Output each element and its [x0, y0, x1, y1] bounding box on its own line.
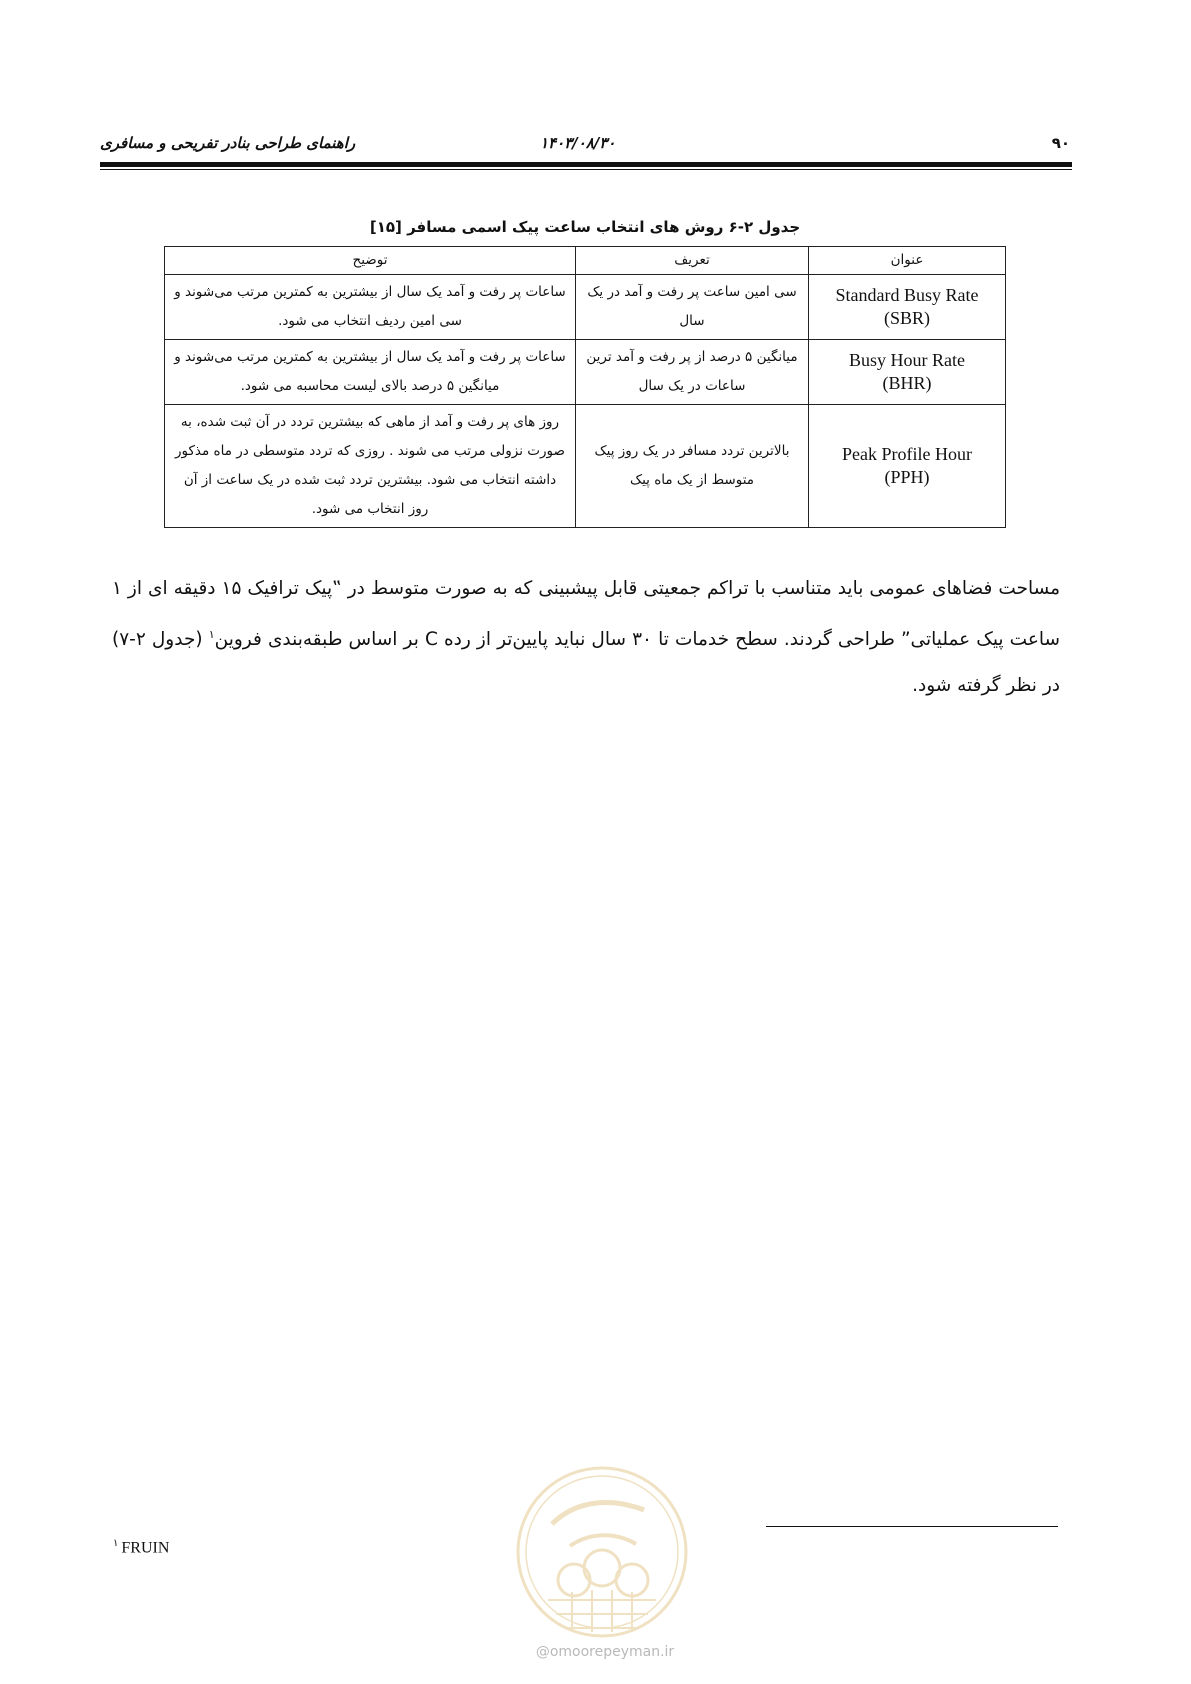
row-title-name: Standard Busy Rate	[835, 285, 979, 305]
page-header	[100, 128, 1070, 156]
page-number: ۹۰	[1051, 134, 1070, 152]
watermark-seal-icon	[512, 1462, 692, 1642]
paragraph-text: مساحت فضاهای عمومی باید متناسب با تراکم جمعیتی قابل پیشبینی که به صورت متوسط در ‟پیک ترافیک ۱۵ دقیقه ای از ۱ ساعت پیک عملیاتی” طراحی گردند. سطح خدمات تا ۳۰ سال نباید پایین‌تر از رده C بر اساس طبقه‌بندی فروین	[112, 578, 1060, 651]
row-title	[809, 275, 1006, 340]
row-title-abbr: (PPH)	[884, 467, 930, 487]
row-definition: سی امین ساعت پر رفت و آمد در یک سال	[576, 275, 809, 340]
header-rule-thick	[100, 162, 1072, 167]
header-definition: تعریف	[576, 247, 809, 275]
document-title: راهنمای طراحی بنادر تفریحی و مسافری	[100, 134, 356, 152]
footnote	[113, 1538, 169, 1557]
body-paragraph	[112, 566, 1060, 709]
paragraph-end: (جدول ۲-۷) در نظر گرفته شود.	[112, 629, 1060, 697]
header-description: توضیح	[165, 247, 576, 275]
table-row	[165, 405, 1006, 528]
row-definition: بالاترین تردد مسافر در یک روز پیک متوسط از یک ماه پیک	[576, 405, 809, 528]
row-title	[809, 340, 1006, 405]
footnote-reference: ۱	[208, 628, 215, 641]
footnote-separator	[766, 1526, 1058, 1527]
footnote-marker: ۱	[113, 1538, 119, 1549]
row-description: روز های پر رفت و آمد از ماهی که بیشترین تردد در آن ثبت شده، به صورت نزولی مرتب می شوند . روزی که تردد متوسطی در ماه مذکور داشته انتخاب می شود. بیشترین تردد ثبت شده در یک ساعت از آن روز انتخاب می شود.	[165, 405, 576, 528]
row-title	[809, 405, 1006, 528]
row-definition: میانگین ۵ درصد از پر رفت و آمد ترین ساعات در یک سال	[576, 340, 809, 405]
table-header-row	[165, 247, 1006, 275]
peak-hour-methods-table	[164, 246, 1006, 528]
row-title-abbr: (BHR)	[882, 373, 932, 393]
header-date: ۱۴۰۳/۰۸/۳۰	[540, 134, 616, 152]
row-description: ساعات پر رفت و آمد یک سال از بیشترین به کمترین مرتب می‌شوند و میانگین ۵ درصد بالای لیست محاسبه می شود.	[165, 340, 576, 405]
row-title-name: Peak Profile Hour	[842, 444, 972, 464]
header-title: عنوان	[809, 247, 1006, 275]
table-row	[165, 340, 1006, 405]
table-caption: جدول ۲-۶ روش های انتخاب ساعت پیک اسمی مسافر [۱۵]	[369, 218, 801, 236]
footnote-text: FRUIN	[121, 1539, 170, 1557]
watermark-text: @omoorepeyman.ir	[535, 1644, 675, 1660]
row-title-abbr: (SBR)	[883, 308, 930, 328]
row-description: ساعات پر رفت و آمد یک سال از بیشترین به کمترین مرتب می‌شوند و سی امین ردیف انتخاب می شود.	[165, 275, 576, 340]
header-rule-thin	[100, 169, 1072, 170]
table-row	[165, 275, 1006, 340]
row-title-name: Busy Hour Rate	[849, 350, 965, 370]
